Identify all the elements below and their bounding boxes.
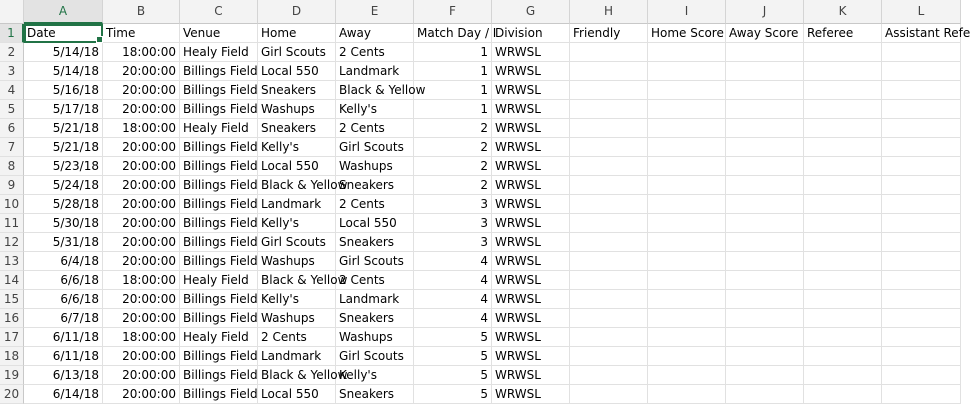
table-row: [0, 347, 961, 366]
row-number[interactable]: 6: [0, 119, 24, 138]
row-number[interactable]: 20: [0, 385, 24, 404]
cell-d2[interactable]: Girl Scouts: [258, 43, 336, 62]
cell-l17[interactable]: [882, 328, 961, 347]
cell-e18[interactable]: Girl Scouts: [336, 347, 414, 366]
cell-c10[interactable]: Billings Field: [180, 195, 258, 214]
cell-h2[interactable]: [570, 43, 648, 62]
cell-f4[interactable]: 1: [414, 81, 492, 100]
cell-e9[interactable]: Sneakers: [336, 176, 414, 195]
row-number[interactable]: 19: [0, 366, 24, 385]
table-row: [0, 252, 961, 271]
cell-k10[interactable]: [804, 195, 882, 214]
cell-c5[interactable]: Billings Field: [180, 100, 258, 119]
row-number[interactable]: 10: [0, 195, 24, 214]
cell-c18[interactable]: Billings Field: [180, 347, 258, 366]
cell-b11[interactable]: 20:00:00: [103, 214, 180, 233]
table-row: [0, 157, 961, 176]
cell-a14[interactable]: 6/6/18: [24, 271, 103, 290]
cell-b10[interactable]: 20:00:00: [103, 195, 180, 214]
row-number[interactable]: 15: [0, 290, 24, 309]
cell-e10[interactable]: 2 Cents: [336, 195, 414, 214]
cell-l19[interactable]: [882, 366, 961, 385]
cell-c17[interactable]: Healy Field: [180, 328, 258, 347]
table-row: [0, 119, 961, 138]
cell-j17[interactable]: [726, 328, 804, 347]
row-number[interactable]: 18: [0, 347, 24, 366]
cell-a18[interactable]: 6/11/18: [24, 347, 103, 366]
cell-e20[interactable]: Sneakers: [336, 385, 414, 404]
cell-b16[interactable]: 20:00:00: [103, 309, 180, 328]
cell-e15[interactable]: Landmark: [336, 290, 414, 309]
table-row: [0, 100, 961, 119]
cell-g11[interactable]: WRWSL: [492, 214, 570, 233]
cell-a17[interactable]: 6/11/18: [24, 328, 103, 347]
cell-g17[interactable]: WRWSL: [492, 328, 570, 347]
cell-e12[interactable]: Sneakers: [336, 233, 414, 252]
cell-i15[interactable]: [648, 290, 726, 309]
cell-h17[interactable]: [570, 328, 648, 347]
cell-c4[interactable]: Billings Field: [180, 81, 258, 100]
cell-g16[interactable]: WRWSL: [492, 309, 570, 328]
cell-f20[interactable]: 5: [414, 385, 492, 404]
cell-l14[interactable]: [882, 271, 961, 290]
table-row: [0, 290, 961, 309]
cell-a4[interactable]: 5/16/18: [24, 81, 103, 100]
cell-d10[interactable]: Landmark: [258, 195, 336, 214]
cell-c19[interactable]: Billings Field: [180, 366, 258, 385]
cell-i6[interactable]: [648, 119, 726, 138]
cell-k17[interactable]: [804, 328, 882, 347]
row-number[interactable]: 12: [0, 233, 24, 252]
cell-c12[interactable]: Billings Field: [180, 233, 258, 252]
column-header-d[interactable]: D: [258, 0, 336, 24]
cell-a16[interactable]: 6/7/18: [24, 309, 103, 328]
cell-k20[interactable]: [804, 385, 882, 404]
table-row: [0, 138, 961, 157]
cell-f19[interactable]: 5: [414, 366, 492, 385]
cell-i3[interactable]: [648, 62, 726, 81]
cell-j16[interactable]: [726, 309, 804, 328]
cell-i16[interactable]: [648, 309, 726, 328]
cell-l12[interactable]: [882, 233, 961, 252]
cell-i8[interactable]: [648, 157, 726, 176]
cell-k16[interactable]: [804, 309, 882, 328]
cell-d17[interactable]: 2 Cents: [258, 328, 336, 347]
cell-h20[interactable]: [570, 385, 648, 404]
cell-h16[interactable]: [570, 309, 648, 328]
table-row: [0, 43, 961, 62]
header-cell-g[interactable]: Division: [492, 24, 570, 43]
cell-d5[interactable]: Washups: [258, 100, 336, 119]
table-row: [0, 176, 961, 195]
cell-b20[interactable]: 20:00:00: [103, 385, 180, 404]
cell-j9[interactable]: [726, 176, 804, 195]
cell-e7[interactable]: Girl Scouts: [336, 138, 414, 157]
cell-b13[interactable]: 20:00:00: [103, 252, 180, 271]
cell-b2[interactable]: 18:00:00: [103, 43, 180, 62]
cell-b3[interactable]: 20:00:00: [103, 62, 180, 81]
cell-b5[interactable]: 20:00:00: [103, 100, 180, 119]
cell-d8[interactable]: Local 550: [258, 157, 336, 176]
cell-e19[interactable]: Kelly's: [336, 366, 414, 385]
cell-f3[interactable]: 1: [414, 62, 492, 81]
column-header-k[interactable]: K: [804, 0, 882, 24]
table-row: [0, 195, 961, 214]
cell-g14[interactable]: WRWSL: [492, 271, 570, 290]
row-number[interactable]: 8: [0, 157, 24, 176]
row-number[interactable]: 13: [0, 252, 24, 271]
cell-j8[interactable]: [726, 157, 804, 176]
cell-g7[interactable]: WRWSL: [492, 138, 570, 157]
cell-i11[interactable]: [648, 214, 726, 233]
cell-g20[interactable]: WRWSL: [492, 385, 570, 404]
cell-g6[interactable]: WRWSL: [492, 119, 570, 138]
cell-a3[interactable]: 5/14/18: [24, 62, 103, 81]
cell-g10[interactable]: WRWSL: [492, 195, 570, 214]
cell-a8[interactable]: 5/23/18: [24, 157, 103, 176]
cell-b6[interactable]: 18:00:00: [103, 119, 180, 138]
row-number[interactable]: 7: [0, 138, 24, 157]
cell-h13[interactable]: [570, 252, 648, 271]
cell-l13[interactable]: [882, 252, 961, 271]
cell-g5[interactable]: WRWSL: [492, 100, 570, 119]
table-row: [0, 81, 961, 100]
header-cell-k[interactable]: Referee: [804, 24, 882, 43]
cell-h10[interactable]: [570, 195, 648, 214]
table-row: [0, 214, 961, 233]
row-number[interactable]: 11: [0, 214, 24, 233]
cell-l3[interactable]: [882, 62, 961, 81]
header-cell-f[interactable]: Match Day / I: [414, 24, 492, 43]
cell-d9[interactable]: Black & Yellow: [258, 176, 336, 195]
column-header-a[interactable]: A: [24, 0, 103, 24]
cell-h4[interactable]: [570, 81, 648, 100]
row-number[interactable]: 9: [0, 176, 24, 195]
table-row: [0, 271, 961, 290]
cell-f14[interactable]: 4: [414, 271, 492, 290]
cell-h5[interactable]: [570, 100, 648, 119]
cell-k11[interactable]: [804, 214, 882, 233]
cell-i9[interactable]: [648, 176, 726, 195]
cell-d12[interactable]: Girl Scouts: [258, 233, 336, 252]
cell-c16[interactable]: Billings Field: [180, 309, 258, 328]
cell-g19[interactable]: WRWSL: [492, 366, 570, 385]
column-header-b[interactable]: B: [103, 0, 180, 24]
cell-f2[interactable]: 1: [414, 43, 492, 62]
cell-j10[interactable]: [726, 195, 804, 214]
cell-b17[interactable]: 18:00:00: [103, 328, 180, 347]
cell-d18[interactable]: Landmark: [258, 347, 336, 366]
cell-h19[interactable]: [570, 366, 648, 385]
cell-j5[interactable]: [726, 100, 804, 119]
cell-h12[interactable]: [570, 233, 648, 252]
cell-f13[interactable]: 4: [414, 252, 492, 271]
cell-c3[interactable]: Billings Field: [180, 62, 258, 81]
cell-f15[interactable]: 4: [414, 290, 492, 309]
cell-f10[interactable]: 3: [414, 195, 492, 214]
cell-f11[interactable]: 3: [414, 214, 492, 233]
header-cell-c[interactable]: Venue: [180, 24, 258, 43]
cell-h11[interactable]: [570, 214, 648, 233]
cell-d11[interactable]: Kelly's: [258, 214, 336, 233]
table-row: [0, 62, 961, 81]
row-number[interactable]: 1: [0, 24, 24, 43]
cell-e8[interactable]: Washups: [336, 157, 414, 176]
cell-j19[interactable]: [726, 366, 804, 385]
cell-d3[interactable]: Local 550: [258, 62, 336, 81]
cell-h8[interactable]: [570, 157, 648, 176]
cell-k12[interactable]: [804, 233, 882, 252]
header-cell-j[interactable]: Away Score: [726, 24, 804, 43]
cell-g8[interactable]: WRWSL: [492, 157, 570, 176]
cell-e2[interactable]: 2 Cents: [336, 43, 414, 62]
table-row: [0, 385, 961, 404]
header-cell-h[interactable]: Friendly: [570, 24, 648, 43]
cell-b15[interactable]: 20:00:00: [103, 290, 180, 309]
cell-e5[interactable]: Kelly's: [336, 100, 414, 119]
cell-l4[interactable]: [882, 81, 961, 100]
cell-e4[interactable]: Black & Yellow: [336, 81, 414, 100]
cell-a20[interactable]: 6/14/18: [24, 385, 103, 404]
column-header-i[interactable]: I: [648, 0, 726, 24]
cell-b18[interactable]: 20:00:00: [103, 347, 180, 366]
cell-l8[interactable]: [882, 157, 961, 176]
cell-c2[interactable]: Healy Field: [180, 43, 258, 62]
cell-b12[interactable]: 20:00:00: [103, 233, 180, 252]
cell-k18[interactable]: [804, 347, 882, 366]
header-data-row: [0, 24, 970, 43]
cell-a19[interactable]: 6/13/18: [24, 366, 103, 385]
cell-a9[interactable]: 5/24/18: [24, 176, 103, 195]
cell-g9[interactable]: WRWSL: [492, 176, 570, 195]
cell-j12[interactable]: [726, 233, 804, 252]
row-number[interactable]: 16: [0, 309, 24, 328]
cell-c15[interactable]: Billings Field: [180, 290, 258, 309]
cell-k4[interactable]: [804, 81, 882, 100]
cell-k7[interactable]: [804, 138, 882, 157]
column-header-j[interactable]: J: [726, 0, 804, 24]
column-header-l[interactable]: L: [882, 0, 961, 24]
cell-e17[interactable]: Washups: [336, 328, 414, 347]
cell-f8[interactable]: 2: [414, 157, 492, 176]
table-row: [0, 233, 961, 252]
cell-d13[interactable]: Washups: [258, 252, 336, 271]
cell-a2[interactable]: 5/14/18: [24, 43, 103, 62]
cell-k15[interactable]: [804, 290, 882, 309]
cell-j4[interactable]: [726, 81, 804, 100]
cell-k6[interactable]: [804, 119, 882, 138]
cell-j20[interactable]: [726, 385, 804, 404]
cell-j13[interactable]: [726, 252, 804, 271]
cell-b7[interactable]: 20:00:00: [103, 138, 180, 157]
cell-d20[interactable]: Local 550: [258, 385, 336, 404]
cell-f9[interactable]: 2: [414, 176, 492, 195]
cell-f5[interactable]: 1: [414, 100, 492, 119]
cell-d6[interactable]: Sneakers: [258, 119, 336, 138]
cell-i13[interactable]: [648, 252, 726, 271]
cell-k8[interactable]: [804, 157, 882, 176]
cell-b14[interactable]: 18:00:00: [103, 271, 180, 290]
column-header-row: [0, 0, 961, 24]
row-number[interactable]: 17: [0, 328, 24, 347]
cell-h15[interactable]: [570, 290, 648, 309]
cell-j15[interactable]: [726, 290, 804, 309]
cell-a7[interactable]: 5/21/18: [24, 138, 103, 157]
header-cell-i[interactable]: Home Score: [648, 24, 726, 43]
cell-d15[interactable]: Kelly's: [258, 290, 336, 309]
cell-f16[interactable]: 4: [414, 309, 492, 328]
cell-c14[interactable]: Healy Field: [180, 271, 258, 290]
cell-i4[interactable]: [648, 81, 726, 100]
cell-d19[interactable]: Black & Yellow: [258, 366, 336, 385]
cell-k13[interactable]: [804, 252, 882, 271]
cell-h7[interactable]: [570, 138, 648, 157]
cell-i14[interactable]: [648, 271, 726, 290]
cell-i20[interactable]: [648, 385, 726, 404]
cell-c8[interactable]: Billings Field: [180, 157, 258, 176]
cell-e16[interactable]: Sneakers: [336, 309, 414, 328]
cell-g3[interactable]: WRWSL: [492, 62, 570, 81]
cell-a5[interactable]: 5/17/18: [24, 100, 103, 119]
table-row: [0, 366, 961, 385]
column-header-f[interactable]: F: [414, 0, 492, 24]
cell-l20[interactable]: [882, 385, 961, 404]
cell-e3[interactable]: Landmark: [336, 62, 414, 81]
table-row: [0, 309, 961, 328]
cell-l2[interactable]: [882, 43, 961, 62]
cell-h18[interactable]: [570, 347, 648, 366]
header-cell-d[interactable]: Home: [258, 24, 336, 43]
cell-d4[interactable]: Sneakers: [258, 81, 336, 100]
cell-f7[interactable]: 2: [414, 138, 492, 157]
column-header-g[interactable]: G: [492, 0, 570, 24]
row-number[interactable]: 5: [0, 100, 24, 119]
cell-b19[interactable]: 20:00:00: [103, 366, 180, 385]
cell-i18[interactable]: [648, 347, 726, 366]
row-number[interactable]: 3: [0, 62, 24, 81]
cell-l15[interactable]: [882, 290, 961, 309]
row-number[interactable]: 2: [0, 43, 24, 62]
cell-e14[interactable]: 2 Cents: [336, 271, 414, 290]
cell-h14[interactable]: [570, 271, 648, 290]
cell-h6[interactable]: [570, 119, 648, 138]
cell-a12[interactable]: 5/31/18: [24, 233, 103, 252]
cell-e13[interactable]: Girl Scouts: [336, 252, 414, 271]
cell-c6[interactable]: Healy Field: [180, 119, 258, 138]
cell-j2[interactable]: [726, 43, 804, 62]
cell-i19[interactable]: [648, 366, 726, 385]
cell-f18[interactable]: 5: [414, 347, 492, 366]
cell-a13[interactable]: 6/4/18: [24, 252, 103, 271]
column-header-h[interactable]: H: [570, 0, 648, 24]
cell-l5[interactable]: [882, 100, 961, 119]
cell-f6[interactable]: 2: [414, 119, 492, 138]
cell-e11[interactable]: Local 550: [336, 214, 414, 233]
cell-f12[interactable]: 3: [414, 233, 492, 252]
cell-b9[interactable]: 20:00:00: [103, 176, 180, 195]
cell-i7[interactable]: [648, 138, 726, 157]
cell-k5[interactable]: [804, 100, 882, 119]
cell-l7[interactable]: [882, 138, 961, 157]
cell-j18[interactable]: [726, 347, 804, 366]
header-cell-e[interactable]: Away: [336, 24, 414, 43]
cell-j11[interactable]: [726, 214, 804, 233]
cell-j6[interactable]: [726, 119, 804, 138]
select-all-corner[interactable]: [0, 0, 24, 24]
cell-k3[interactable]: [804, 62, 882, 81]
cell-h9[interactable]: [570, 176, 648, 195]
cell-g12[interactable]: WRWSL: [492, 233, 570, 252]
header-cell-l[interactable]: Assistant Refe: [882, 24, 961, 43]
cell-k19[interactable]: [804, 366, 882, 385]
column-header-c[interactable]: C: [180, 0, 258, 24]
cell-l11[interactable]: [882, 214, 961, 233]
cell-f17[interactable]: 5: [414, 328, 492, 347]
cell-d16[interactable]: Washups: [258, 309, 336, 328]
cell-j14[interactable]: [726, 271, 804, 290]
cell-a6[interactable]: 5/21/18: [24, 119, 103, 138]
cell-l18[interactable]: [882, 347, 961, 366]
cell-a15[interactable]: 6/6/18: [24, 290, 103, 309]
cell-l9[interactable]: [882, 176, 961, 195]
cell-g13[interactable]: WRWSL: [492, 252, 570, 271]
cell-j7[interactable]: [726, 138, 804, 157]
row-number[interactable]: 4: [0, 81, 24, 100]
column-header-e[interactable]: E: [336, 0, 414, 24]
cell-k9[interactable]: [804, 176, 882, 195]
header-cell-b[interactable]: Time: [103, 24, 180, 43]
cell-c20[interactable]: Billings Field: [180, 385, 258, 404]
cell-c13[interactable]: Billings Field: [180, 252, 258, 271]
cell-b4[interactable]: 20:00:00: [103, 81, 180, 100]
cell-l10[interactable]: [882, 195, 961, 214]
row-number[interactable]: 14: [0, 271, 24, 290]
cell-i17[interactable]: [648, 328, 726, 347]
cell-c7[interactable]: Billings Field: [180, 138, 258, 157]
cell-g15[interactable]: WRWSL: [492, 290, 570, 309]
cell-a10[interactable]: 5/28/18: [24, 195, 103, 214]
cell-a11[interactable]: 5/30/18: [24, 214, 103, 233]
cell-k14[interactable]: [804, 271, 882, 290]
cell-d7[interactable]: Kelly's: [258, 138, 336, 157]
cell-l16[interactable]: [882, 309, 961, 328]
cell-g2[interactable]: WRWSL: [492, 43, 570, 62]
cell-j3[interactable]: [726, 62, 804, 81]
cell-l6[interactable]: [882, 119, 961, 138]
cell-h3[interactable]: [570, 62, 648, 81]
cell-g18[interactable]: WRWSL: [492, 347, 570, 366]
cell-b8[interactable]: 20:00:00: [103, 157, 180, 176]
cell-i2[interactable]: [648, 43, 726, 62]
cell-g4[interactable]: WRWSL: [492, 81, 570, 100]
cell-k2[interactable]: [804, 43, 882, 62]
cell-i10[interactable]: [648, 195, 726, 214]
header-cell-a[interactable]: Date: [24, 24, 103, 43]
cell-c11[interactable]: Billings Field: [180, 214, 258, 233]
cell-c9[interactable]: Billings Field: [180, 176, 258, 195]
table-row: [0, 328, 961, 347]
cell-i12[interactable]: [648, 233, 726, 252]
cell-i5[interactable]: [648, 100, 726, 119]
cell-e6[interactable]: 2 Cents: [336, 119, 414, 138]
cell-d14[interactable]: Black & Yellow: [258, 271, 336, 290]
